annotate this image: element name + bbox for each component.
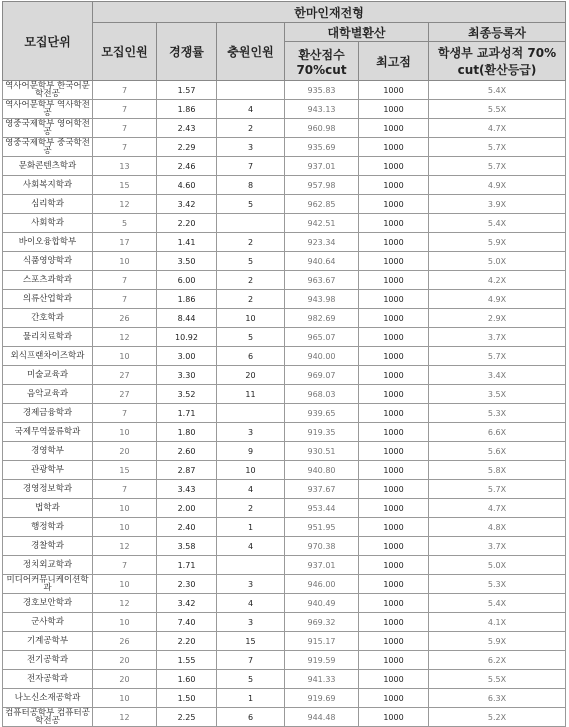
competition-cell: 4.60 bbox=[157, 176, 217, 195]
max-score-cell: 1000 bbox=[359, 100, 429, 119]
unit-cell: 군사학과 bbox=[3, 613, 93, 632]
table-row bbox=[3, 613, 566, 632]
unit-cell: 국제무역물류학과 bbox=[3, 423, 93, 442]
recruit-cell: 10 bbox=[93, 499, 157, 518]
competition-cell: 7.40 bbox=[157, 613, 217, 632]
recruit-cell: 10 bbox=[93, 518, 157, 537]
grade-cell: 5.3X bbox=[429, 575, 566, 594]
grade-cell: 5.2X bbox=[429, 708, 566, 727]
max-score-cell: 1000 bbox=[359, 423, 429, 442]
grade-cell: 5.9X bbox=[429, 632, 566, 651]
score-cell: 940.64 bbox=[285, 252, 359, 271]
table-body bbox=[3, 81, 566, 727]
recruit-cell: 10 bbox=[93, 347, 157, 366]
competition-cell: 3.30 bbox=[157, 366, 217, 385]
recruit-cell: 10 bbox=[93, 613, 157, 632]
recruit-cell: 20 bbox=[93, 670, 157, 689]
extra-cell: 2 bbox=[217, 290, 285, 309]
unit-cell: 미디어커뮤니케이션학과 bbox=[3, 575, 93, 594]
extra-cell: 5 bbox=[217, 328, 285, 347]
max-score-cell: 1000 bbox=[359, 537, 429, 556]
max-score-cell: 1000 bbox=[359, 499, 429, 518]
unit-cell: 나노신소재공학과 bbox=[3, 689, 93, 708]
grade-cell: 4.1X bbox=[429, 613, 566, 632]
extra-cell: 2 bbox=[217, 233, 285, 252]
max-score-cell: 1000 bbox=[359, 651, 429, 670]
unit-cell: 기계공학부 bbox=[3, 632, 93, 651]
recruit-cell: 7 bbox=[93, 404, 157, 423]
table-row bbox=[3, 651, 566, 670]
competition-cell: 1.71 bbox=[157, 404, 217, 423]
extra-cell: 2 bbox=[217, 119, 285, 138]
score-cell: 968.03 bbox=[285, 385, 359, 404]
table-row bbox=[3, 442, 566, 461]
score-cell: 946.00 bbox=[285, 575, 359, 594]
recruit-cell: 15 bbox=[93, 461, 157, 480]
competition-cell: 10.92 bbox=[157, 328, 217, 347]
max-score-cell: 1000 bbox=[359, 81, 429, 100]
max-score-cell: 1000 bbox=[359, 708, 429, 727]
table-row bbox=[3, 575, 566, 594]
score-cell: 935.83 bbox=[285, 81, 359, 100]
max-score-cell: 1000 bbox=[359, 518, 429, 537]
unit-cell: 전기공학과 bbox=[3, 651, 93, 670]
table-row bbox=[3, 480, 566, 499]
extra-cell: 1 bbox=[217, 518, 285, 537]
recruit-cell: 12 bbox=[93, 594, 157, 613]
table-row bbox=[3, 328, 566, 347]
score-cell: 960.98 bbox=[285, 119, 359, 138]
grade-cell: 4.9X bbox=[429, 290, 566, 309]
max-score-cell: 1000 bbox=[359, 556, 429, 575]
recruit-cell: 17 bbox=[93, 233, 157, 252]
grade-cell: 4.2X bbox=[429, 271, 566, 290]
grade-cell: 5.7X bbox=[429, 480, 566, 499]
extra-cell: 6 bbox=[217, 347, 285, 366]
unit-cell: 경영정보학과 bbox=[3, 480, 93, 499]
unit-cell: 영중국제학부 영어학전공 bbox=[3, 119, 93, 138]
competition-cell: 2.29 bbox=[157, 138, 217, 157]
recruit-cell: 7 bbox=[93, 138, 157, 157]
grade-cell: 5.4X bbox=[429, 214, 566, 233]
extra-cell: 20 bbox=[217, 366, 285, 385]
extra-cell: 6 bbox=[217, 708, 285, 727]
unit-cell: 법학과 bbox=[3, 499, 93, 518]
grade-cell: 3.9X bbox=[429, 195, 566, 214]
extra-cell: 4 bbox=[217, 594, 285, 613]
extra-cell: 2 bbox=[217, 271, 285, 290]
competition-cell: 3.42 bbox=[157, 594, 217, 613]
score-cell: 957.98 bbox=[285, 176, 359, 195]
competition-cell: 3.00 bbox=[157, 347, 217, 366]
score-cell: 942.51 bbox=[285, 214, 359, 233]
competition-cell: 3.50 bbox=[157, 252, 217, 271]
unit-cell: 경찰학과 bbox=[3, 537, 93, 556]
extra-cell: 5 bbox=[217, 252, 285, 271]
header-competition: 경쟁률 bbox=[157, 23, 217, 81]
max-score-cell: 1000 bbox=[359, 309, 429, 328]
unit-cell: 사회학과 bbox=[3, 214, 93, 233]
score-cell: 943.98 bbox=[285, 290, 359, 309]
unit-cell: 문화콘텐츠학과 bbox=[3, 157, 93, 176]
extra-cell: 3 bbox=[217, 575, 285, 594]
extra-cell: 4 bbox=[217, 100, 285, 119]
unit-cell: 미술교육과 bbox=[3, 366, 93, 385]
recruit-cell: 27 bbox=[93, 366, 157, 385]
grade-cell: 5.6X bbox=[429, 442, 566, 461]
recruit-cell: 10 bbox=[93, 423, 157, 442]
competition-cell: 1.71 bbox=[157, 556, 217, 575]
recruit-cell: 27 bbox=[93, 385, 157, 404]
grade-cell: 4.7X bbox=[429, 499, 566, 518]
competition-cell: 3.52 bbox=[157, 385, 217, 404]
score-cell: 941.33 bbox=[285, 670, 359, 689]
score-cell: 937.01 bbox=[285, 157, 359, 176]
unit-cell: 심리학과 bbox=[3, 195, 93, 214]
header-grade-cut: 학생부 교과성적 70% cut(환산등급) bbox=[429, 42, 566, 81]
admissions-results-table bbox=[2, 1, 566, 727]
table-row bbox=[3, 537, 566, 556]
grade-cell: 3.7X bbox=[429, 537, 566, 556]
unit-cell: 음악교육과 bbox=[3, 385, 93, 404]
grade-cell: 5.3X bbox=[429, 404, 566, 423]
table-row bbox=[3, 385, 566, 404]
grade-cell: 5.7X bbox=[429, 157, 566, 176]
table-row bbox=[3, 233, 566, 252]
table-row bbox=[3, 518, 566, 537]
score-cell: 965.07 bbox=[285, 328, 359, 347]
header-max-score: 최고점 bbox=[359, 42, 429, 81]
recruit-cell: 10 bbox=[93, 575, 157, 594]
extra-cell: 10 bbox=[217, 461, 285, 480]
header-conv-score: 환산점수 70%cut bbox=[285, 42, 359, 81]
grade-cell: 5.9X bbox=[429, 233, 566, 252]
competition-cell: 3.58 bbox=[157, 537, 217, 556]
grade-cell: 5.4X bbox=[429, 594, 566, 613]
recruit-cell: 20 bbox=[93, 651, 157, 670]
competition-cell: 2.20 bbox=[157, 632, 217, 651]
max-score-cell: 1000 bbox=[359, 461, 429, 480]
grade-cell: 5.5X bbox=[429, 100, 566, 119]
recruit-cell: 26 bbox=[93, 632, 157, 651]
extra-cell: 2 bbox=[217, 499, 285, 518]
score-cell: 930.51 bbox=[285, 442, 359, 461]
unit-cell: 바이오융합학부 bbox=[3, 233, 93, 252]
competition-cell: 2.20 bbox=[157, 214, 217, 233]
header-recruit: 모집인원 bbox=[93, 23, 157, 81]
recruit-cell: 12 bbox=[93, 537, 157, 556]
extra-cell: 3 bbox=[217, 423, 285, 442]
table-row bbox=[3, 366, 566, 385]
unit-cell: 물리치료학과 bbox=[3, 328, 93, 347]
score-cell: 919.35 bbox=[285, 423, 359, 442]
table-row bbox=[3, 271, 566, 290]
score-cell: 935.69 bbox=[285, 138, 359, 157]
unit-cell: 스포츠과학과 bbox=[3, 271, 93, 290]
competition-cell: 3.43 bbox=[157, 480, 217, 499]
unit-cell: 외식프랜차이즈학과 bbox=[3, 347, 93, 366]
score-cell: 940.49 bbox=[285, 594, 359, 613]
recruit-cell: 5 bbox=[93, 214, 157, 233]
extra-cell: 7 bbox=[217, 157, 285, 176]
grade-cell: 6.3X bbox=[429, 689, 566, 708]
score-cell: 943.13 bbox=[285, 100, 359, 119]
unit-cell: 정치외교학과 bbox=[3, 556, 93, 575]
unit-cell: 컴퓨터공학부 컴퓨터공학전공 bbox=[3, 708, 93, 727]
score-cell: 951.95 bbox=[285, 518, 359, 537]
unit-cell: 관광학부 bbox=[3, 461, 93, 480]
max-score-cell: 1000 bbox=[359, 366, 429, 385]
competition-cell: 1.86 bbox=[157, 290, 217, 309]
recruit-cell: 7 bbox=[93, 480, 157, 499]
recruit-cell: 7 bbox=[93, 271, 157, 290]
table-row bbox=[3, 347, 566, 366]
recruit-cell: 20 bbox=[93, 442, 157, 461]
score-cell: 915.17 bbox=[285, 632, 359, 651]
max-score-cell: 1000 bbox=[359, 176, 429, 195]
score-cell: 969.32 bbox=[285, 613, 359, 632]
table-row bbox=[3, 499, 566, 518]
table-row bbox=[3, 404, 566, 423]
competition-cell: 1.80 bbox=[157, 423, 217, 442]
unit-cell: 영중국제학부 중국학전공 bbox=[3, 138, 93, 157]
competition-cell: 3.42 bbox=[157, 195, 217, 214]
score-cell: 940.80 bbox=[285, 461, 359, 480]
score-cell: 962.85 bbox=[285, 195, 359, 214]
score-cell: 963.67 bbox=[285, 271, 359, 290]
unit-cell: 행정학과 bbox=[3, 518, 93, 537]
max-score-cell: 1000 bbox=[359, 195, 429, 214]
table-row bbox=[3, 309, 566, 328]
table-row bbox=[3, 214, 566, 233]
grade-cell: 5.4X bbox=[429, 81, 566, 100]
competition-cell: 1.50 bbox=[157, 689, 217, 708]
score-cell: 919.69 bbox=[285, 689, 359, 708]
competition-cell: 2.40 bbox=[157, 518, 217, 537]
unit-cell: 경영학부 bbox=[3, 442, 93, 461]
recruit-cell: 12 bbox=[93, 328, 157, 347]
max-score-cell: 1000 bbox=[359, 119, 429, 138]
score-cell: 982.69 bbox=[285, 309, 359, 328]
competition-cell: 2.30 bbox=[157, 575, 217, 594]
recruit-cell: 13 bbox=[93, 157, 157, 176]
unit-cell: 경호보안학과 bbox=[3, 594, 93, 613]
table-row bbox=[3, 176, 566, 195]
max-score-cell: 1000 bbox=[359, 252, 429, 271]
score-cell: 953.44 bbox=[285, 499, 359, 518]
extra-cell: 4 bbox=[217, 480, 285, 499]
competition-cell: 6.00 bbox=[157, 271, 217, 290]
grade-cell: 3.7X bbox=[429, 328, 566, 347]
grade-cell: 3.4X bbox=[429, 366, 566, 385]
table-header bbox=[3, 2, 566, 81]
recruit-cell: 12 bbox=[93, 708, 157, 727]
max-score-cell: 1000 bbox=[359, 290, 429, 309]
max-score-cell: 1000 bbox=[359, 328, 429, 347]
score-cell: 970.38 bbox=[285, 537, 359, 556]
extra-cell bbox=[217, 81, 285, 100]
table-row bbox=[3, 252, 566, 271]
table-row bbox=[3, 157, 566, 176]
table-row bbox=[3, 670, 566, 689]
recruit-cell: 12 bbox=[93, 195, 157, 214]
unit-cell: 경제금융학과 bbox=[3, 404, 93, 423]
max-score-cell: 1000 bbox=[359, 632, 429, 651]
max-score-cell: 1000 bbox=[359, 613, 429, 632]
admissions-table-container bbox=[2, 1, 566, 727]
competition-cell: 2.60 bbox=[157, 442, 217, 461]
extra-cell: 10 bbox=[217, 309, 285, 328]
score-cell: 937.01 bbox=[285, 556, 359, 575]
recruit-cell: 7 bbox=[93, 100, 157, 119]
header-extra: 충원인원 bbox=[217, 23, 285, 81]
extra-cell: 7 bbox=[217, 651, 285, 670]
recruit-cell: 7 bbox=[93, 81, 157, 100]
extra-cell bbox=[217, 404, 285, 423]
header-unit: 모집단위 bbox=[3, 2, 93, 81]
max-score-cell: 1000 bbox=[359, 233, 429, 252]
competition-cell: 2.25 bbox=[157, 708, 217, 727]
extra-cell: 5 bbox=[217, 670, 285, 689]
max-score-cell: 1000 bbox=[359, 214, 429, 233]
header-univ-conv: 대학별환산 bbox=[285, 23, 429, 42]
competition-cell: 1.57 bbox=[157, 81, 217, 100]
extra-cell: 8 bbox=[217, 176, 285, 195]
max-score-cell: 1000 bbox=[359, 385, 429, 404]
unit-cell: 사회복지학과 bbox=[3, 176, 93, 195]
competition-cell: 2.87 bbox=[157, 461, 217, 480]
competition-cell: 2.00 bbox=[157, 499, 217, 518]
table-row bbox=[3, 461, 566, 480]
max-score-cell: 1000 bbox=[359, 575, 429, 594]
max-score-cell: 1000 bbox=[359, 670, 429, 689]
unit-cell: 역사어문학부 한국어문학전공 bbox=[3, 81, 93, 100]
max-score-cell: 1000 bbox=[359, 271, 429, 290]
unit-cell: 간호학과 bbox=[3, 309, 93, 328]
competition-cell: 8.44 bbox=[157, 309, 217, 328]
unit-cell: 의류산업학과 bbox=[3, 290, 93, 309]
table-row bbox=[3, 708, 566, 727]
table-row bbox=[3, 689, 566, 708]
recruit-cell: 7 bbox=[93, 556, 157, 575]
competition-cell: 1.55 bbox=[157, 651, 217, 670]
table-row bbox=[3, 632, 566, 651]
grade-cell: 4.8X bbox=[429, 518, 566, 537]
competition-cell: 2.46 bbox=[157, 157, 217, 176]
grade-cell: 4.7X bbox=[429, 119, 566, 138]
extra-cell: 3 bbox=[217, 613, 285, 632]
competition-cell: 1.86 bbox=[157, 100, 217, 119]
grade-cell: 3.5X bbox=[429, 385, 566, 404]
table-row bbox=[3, 138, 566, 157]
recruit-cell: 15 bbox=[93, 176, 157, 195]
score-cell: 939.65 bbox=[285, 404, 359, 423]
table-row bbox=[3, 100, 566, 119]
recruit-cell: 10 bbox=[93, 252, 157, 271]
table-row bbox=[3, 423, 566, 442]
score-cell: 940.00 bbox=[285, 347, 359, 366]
recruit-cell: 7 bbox=[93, 119, 157, 138]
score-cell: 923.34 bbox=[285, 233, 359, 252]
grade-cell: 5.0X bbox=[429, 556, 566, 575]
competition-cell: 1.41 bbox=[157, 233, 217, 252]
extra-cell: 15 bbox=[217, 632, 285, 651]
score-cell: 969.07 bbox=[285, 366, 359, 385]
extra-cell bbox=[217, 556, 285, 575]
table-row bbox=[3, 81, 566, 100]
max-score-cell: 1000 bbox=[359, 594, 429, 613]
max-score-cell: 1000 bbox=[359, 480, 429, 499]
unit-cell: 역사어문학부 역사학전공 bbox=[3, 100, 93, 119]
header-final-reg: 최종등록자 bbox=[429, 23, 566, 42]
score-cell: 937.67 bbox=[285, 480, 359, 499]
grade-cell: 5.5X bbox=[429, 670, 566, 689]
grade-cell: 5.7X bbox=[429, 347, 566, 366]
max-score-cell: 1000 bbox=[359, 404, 429, 423]
score-cell: 944.48 bbox=[285, 708, 359, 727]
extra-cell: 4 bbox=[217, 537, 285, 556]
extra-cell: 9 bbox=[217, 442, 285, 461]
max-score-cell: 1000 bbox=[359, 689, 429, 708]
recruit-cell: 7 bbox=[93, 290, 157, 309]
max-score-cell: 1000 bbox=[359, 442, 429, 461]
competition-cell: 2.43 bbox=[157, 119, 217, 138]
extra-cell: 11 bbox=[217, 385, 285, 404]
recruit-cell: 10 bbox=[93, 689, 157, 708]
table-row bbox=[3, 594, 566, 613]
unit-cell: 식품영양학과 bbox=[3, 252, 93, 271]
recruit-cell: 26 bbox=[93, 309, 157, 328]
grade-cell: 2.9X bbox=[429, 309, 566, 328]
score-cell: 919.59 bbox=[285, 651, 359, 670]
max-score-cell: 1000 bbox=[359, 138, 429, 157]
grade-cell: 4.9X bbox=[429, 176, 566, 195]
unit-cell: 전자공학과 bbox=[3, 670, 93, 689]
grade-cell: 6.2X bbox=[429, 651, 566, 670]
table-row bbox=[3, 119, 566, 138]
table-row bbox=[3, 556, 566, 575]
extra-cell bbox=[217, 214, 285, 233]
extra-cell: 5 bbox=[217, 195, 285, 214]
table-row bbox=[3, 195, 566, 214]
grade-cell: 5.0X bbox=[429, 252, 566, 271]
competition-cell: 1.60 bbox=[157, 670, 217, 689]
grade-cell: 5.8X bbox=[429, 461, 566, 480]
max-score-cell: 1000 bbox=[359, 157, 429, 176]
extra-cell: 1 bbox=[217, 689, 285, 708]
table-row bbox=[3, 290, 566, 309]
grade-cell: 6.6X bbox=[429, 423, 566, 442]
header-group: 한마인재전형 bbox=[93, 2, 566, 23]
grade-cell: 5.7X bbox=[429, 138, 566, 157]
extra-cell: 3 bbox=[217, 138, 285, 157]
max-score-cell: 1000 bbox=[359, 347, 429, 366]
